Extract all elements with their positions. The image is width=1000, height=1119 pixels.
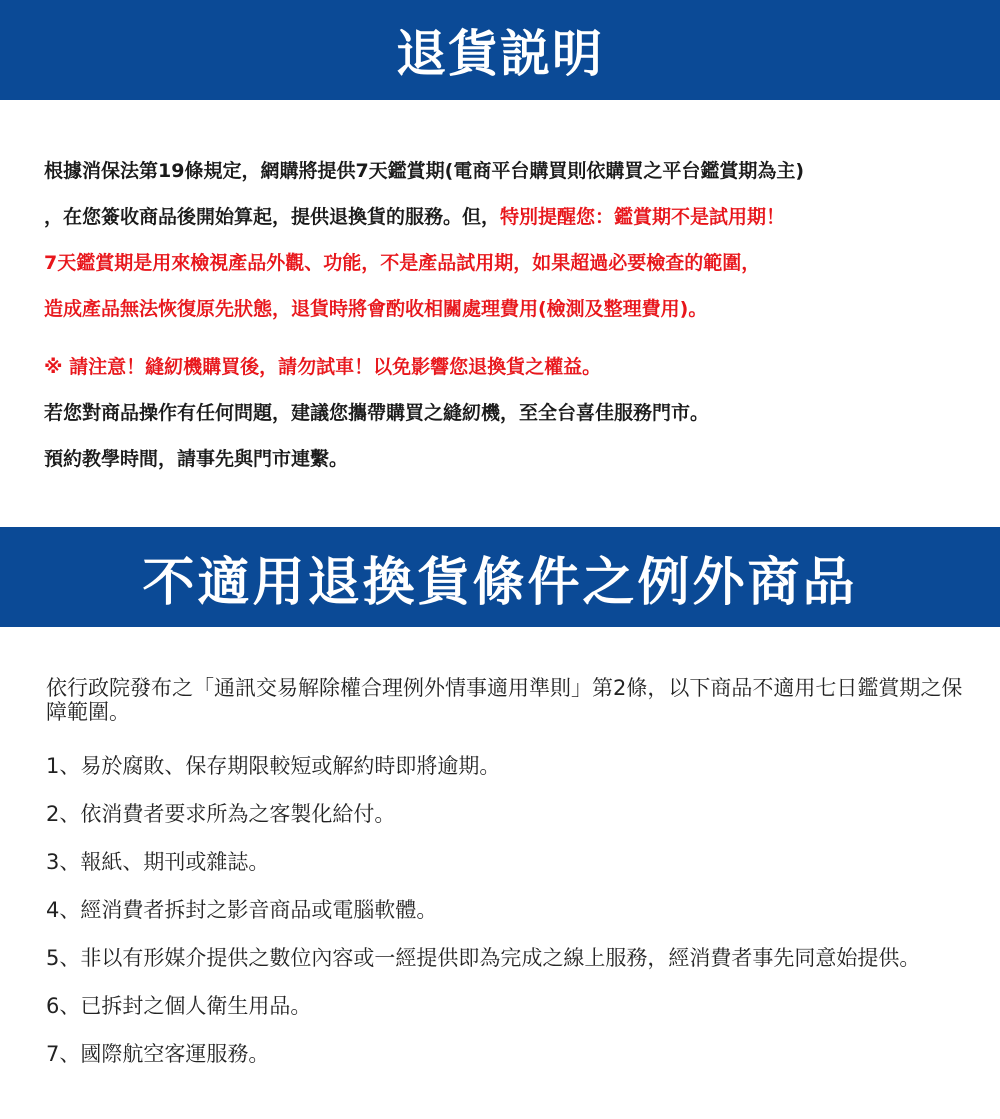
- policy-warning-line-1: 7天鑑賞期是用來檢視產品外觀、功能，不是產品試用期，如果超過必要檢查的範圍，: [44, 252, 761, 274]
- exception-item: 7、國際航空客運服務。: [46, 1042, 270, 1066]
- exception-item: 1、易於腐敗、保存期限較短或解約時即將逾期。: [46, 754, 501, 778]
- exception-item: 5、非以有形媒介提供之數位內容或一經提供即為完成之線上服務，經消費者事先同意始提供。: [46, 946, 921, 970]
- sewing-machine-notice: ※ 請注意！縫紉機購買後，請勿試車！以免影響您退換貨之權益。: [44, 356, 602, 378]
- exceptions-header: [0, 527, 1000, 627]
- exceptions-title: 不適用退換貨條件之例外商品: [142, 552, 858, 613]
- exceptions-body: [46, 676, 966, 1090]
- return-policy-body: [44, 148, 984, 482]
- policy-paragraph-2-text: ，在您簽收商品後開始算起，提供退換貨的服務。但，: [44, 206, 501, 228]
- exception-item: 3、報紙、期刊或雜誌。: [46, 850, 270, 874]
- return-policy-title: 退貨説明: [396, 25, 604, 83]
- policy-paragraph-1: 根據消保法第19條規定，網購將提供7天鑑賞期(電商平台購買則依購買之平台鑑賞期為主): [44, 160, 805, 182]
- exception-item: 4、經消費者拆封之影音商品或電腦軟體。: [46, 898, 438, 922]
- exceptions-intro: 依行政院發布之「通訊交易解除權合理例外情事適用準則」第2條，以下商品不適用七日鑑賞期之保障範圍。: [46, 676, 963, 724]
- policy-paragraph-5: 若您對商品操作有任何問題，建議您攜帶購買之縫紉機，至全台喜佳服務門市。: [44, 402, 710, 424]
- return-policy-header: [0, 0, 1000, 100]
- policy-reminder-highlight: 特別提醒您：鑑賞期不是試用期！: [500, 206, 786, 228]
- policy-paragraph-2: [44, 194, 984, 240]
- policy-paragraph-6: 預約教學時間，請事先與門市連繫。: [44, 448, 349, 470]
- exception-item: 2、依消費者要求所為之客製化給付。: [46, 802, 396, 826]
- policy-warning-line-2: 造成產品無法恢復原先狀態，退貨時將會酌收相關處理費用(檢測及整理費用)。: [44, 298, 708, 320]
- exception-item: 6、已拆封之個人衛生用品。: [46, 994, 312, 1018]
